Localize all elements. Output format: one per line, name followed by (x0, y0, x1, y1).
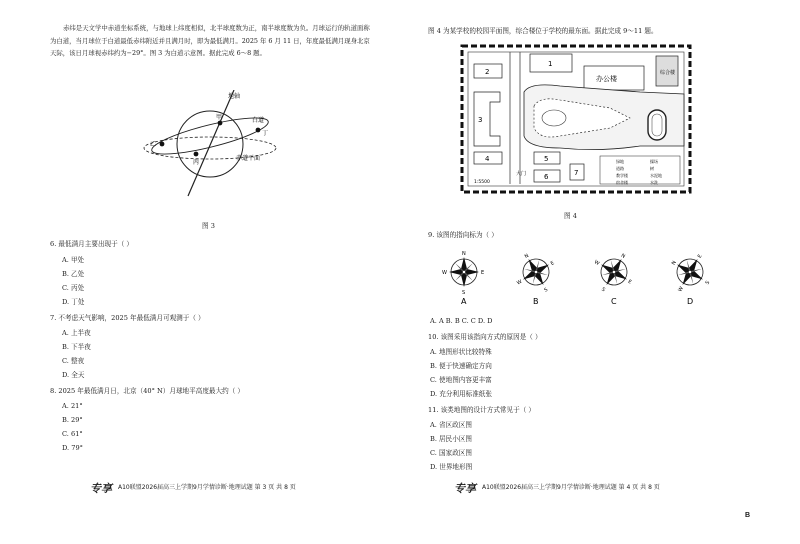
q8-option-b: B. 29° (62, 416, 83, 424)
compass-option-d-icon (661, 248, 721, 303)
svg-text:N: N (462, 251, 466, 257)
brand-logo-left: 专享 (90, 482, 112, 495)
q11-option-b: B. 居民小区图 (430, 435, 473, 443)
q7-stem: 7. 不考虑天气影响，2025 年最低满月可观测于（ ） (50, 314, 205, 322)
svg-text:S: S (462, 290, 466, 296)
right-footer: A10联盟2026届高三上学期9月学情诊断·地理试题 第 4 页 共 8 页 (482, 484, 660, 491)
svg-text:水泥地: 水泥地 (650, 173, 662, 178)
brand-logo-right: 专享 (454, 482, 476, 495)
svg-text:E: E (626, 278, 633, 286)
q10-option-c: C. 使地图内容更丰富 (430, 376, 492, 384)
right-page (400, 0, 800, 544)
compass-option-a-icon (442, 251, 484, 296)
figure-4-caption: 图 4 (564, 212, 577, 220)
svg-text:E: E (481, 270, 485, 276)
q8-option-c: C. 61° (62, 430, 83, 438)
q10-option-a: A. 地图形状比较特殊 (430, 348, 492, 356)
svg-text:2: 2 (485, 68, 490, 76)
paper-version-mark: B (744, 512, 750, 519)
point-ding (256, 128, 261, 133)
svg-text:B: B (533, 297, 539, 306)
q9-options: A. A B. B C. C D. D (430, 317, 493, 325)
gate-label: 大门 (516, 171, 527, 177)
ding-label: 丁 (262, 130, 269, 137)
compass-options-row (424, 248, 724, 310)
point-jia (218, 121, 223, 126)
q7-option-a: A. 上半夜 (62, 329, 91, 337)
q6-option-b: B. 乙处 (62, 270, 85, 278)
svg-text:综合楼: 综合楼 (660, 70, 676, 76)
svg-text:D: D (687, 297, 694, 306)
jia-label: 甲 (216, 114, 223, 121)
svg-text:N: N (670, 259, 678, 267)
q8-option-d: D. 79° (62, 444, 83, 452)
svg-text:6: 6 (544, 173, 549, 181)
svg-text:5: 5 (544, 155, 549, 163)
map-legend (600, 156, 680, 184)
q11-option-d: D. 世界地形图 (430, 463, 473, 471)
figure-3-caption: 图 3 (202, 222, 215, 230)
q9-stem: 9. 该图的指向标为（ ） (428, 231, 498, 239)
q8-option-a: A. 21° (62, 402, 83, 410)
svg-text:树: 树 (650, 166, 654, 171)
svg-text:7: 7 (574, 169, 579, 177)
q7-option-d: D. 全天 (62, 371, 85, 379)
q10-option-d: D. 充分利用标准纸张 (430, 390, 492, 398)
svg-text:操场: 操场 (650, 159, 658, 164)
svg-text:W: W (515, 278, 524, 287)
svg-text:E: E (696, 253, 704, 260)
q6-option-d: D. 丁处 (62, 298, 85, 306)
pole-label: 地轴 (228, 93, 241, 100)
moonpath-label: 白道 (252, 117, 265, 124)
svg-text:S: S (704, 279, 712, 286)
svg-text:办公楼: 办公楼 (596, 75, 617, 83)
svg-text:S: S (600, 286, 607, 294)
figure-4-campus-map (460, 44, 692, 194)
svg-text:宿舍楼: 宿舍楼 (616, 180, 628, 185)
left-footer: A10联盟2026届高三上学期9月学情诊断·地理试题 第 3 页 共 8 页 (118, 484, 296, 491)
equator-label: 赤道平面 (236, 155, 261, 162)
q10-option-b: B. 便于快速确定方向 (430, 362, 492, 370)
q7-option-b: B. 下半夜 (62, 343, 91, 351)
svg-text:绿地: 绿地 (616, 159, 624, 164)
svg-text:W: W (592, 259, 601, 267)
svg-text:3: 3 (478, 116, 483, 124)
right-intro-text: 图 4 为某学校的校园平面图，综合楼位于学校的最东面。据此完成 9～11 题。 (428, 27, 658, 35)
svg-text:S: S (543, 286, 550, 294)
q6-option-a: A. 甲处 (62, 256, 85, 264)
svg-text:N: N (619, 252, 627, 260)
point-yi (160, 142, 165, 147)
q6-option-c: C. 丙处 (62, 284, 85, 292)
q8-stem: 8. 2025 年最低满月日，北京（40° N）月球地平高度最大约（ ） (50, 387, 244, 395)
svg-text:W: W (442, 270, 447, 276)
compass-option-c-icon (583, 248, 642, 303)
yi-label: 乙 (150, 141, 157, 148)
sports-field (648, 110, 666, 140)
svg-text:E: E (549, 260, 556, 267)
q6-stem: 6. 最低满月主要出现于（ ） (50, 240, 134, 248)
svg-text:道路: 道路 (616, 166, 624, 171)
left-intro-text: 赤纬是天文学中赤道坐标系统，与地球上纬度相似，北半球度数为正，南半球度数为负。月球运行的轨道面称为白道，当月球位于白道最低赤纬附近并且满月时，即为最低满月。2025 年 6 月 11 日，年度最低满月现身北京天际，该日月球视赤纬约为−29°。图 3 为白道示意图。据此完成 6～8 题。 (50, 24, 370, 57)
svg-text:教学楼: 教学楼 (616, 173, 628, 178)
compass-option-b-icon (506, 248, 565, 304)
q7-option-c: C. 整夜 (62, 357, 85, 365)
svg-text:4: 4 (485, 155, 490, 163)
svg-text:C: C (611, 297, 617, 306)
q10-stem: 10. 该图采用该指向方式的原因是（ ） (428, 333, 542, 341)
svg-text:水洗: 水洗 (650, 180, 658, 185)
q11-option-c: C. 国家政区图 (430, 449, 472, 457)
svg-text:1: 1 (548, 60, 553, 68)
scale-label: 1:5500 (474, 180, 490, 185)
svg-text:N: N (523, 252, 531, 261)
point-bing (194, 152, 199, 157)
bing-label: 丙 (193, 159, 200, 166)
q11-option-a: A. 省区政区图 (430, 421, 472, 429)
q11-stem: 11. 该类地图的设计方式常见于（ ） (428, 406, 535, 414)
figure-3-moon-orbit-diagram (140, 90, 280, 202)
svg-text:A: A (461, 297, 467, 306)
svg-text:W: W (677, 285, 685, 294)
